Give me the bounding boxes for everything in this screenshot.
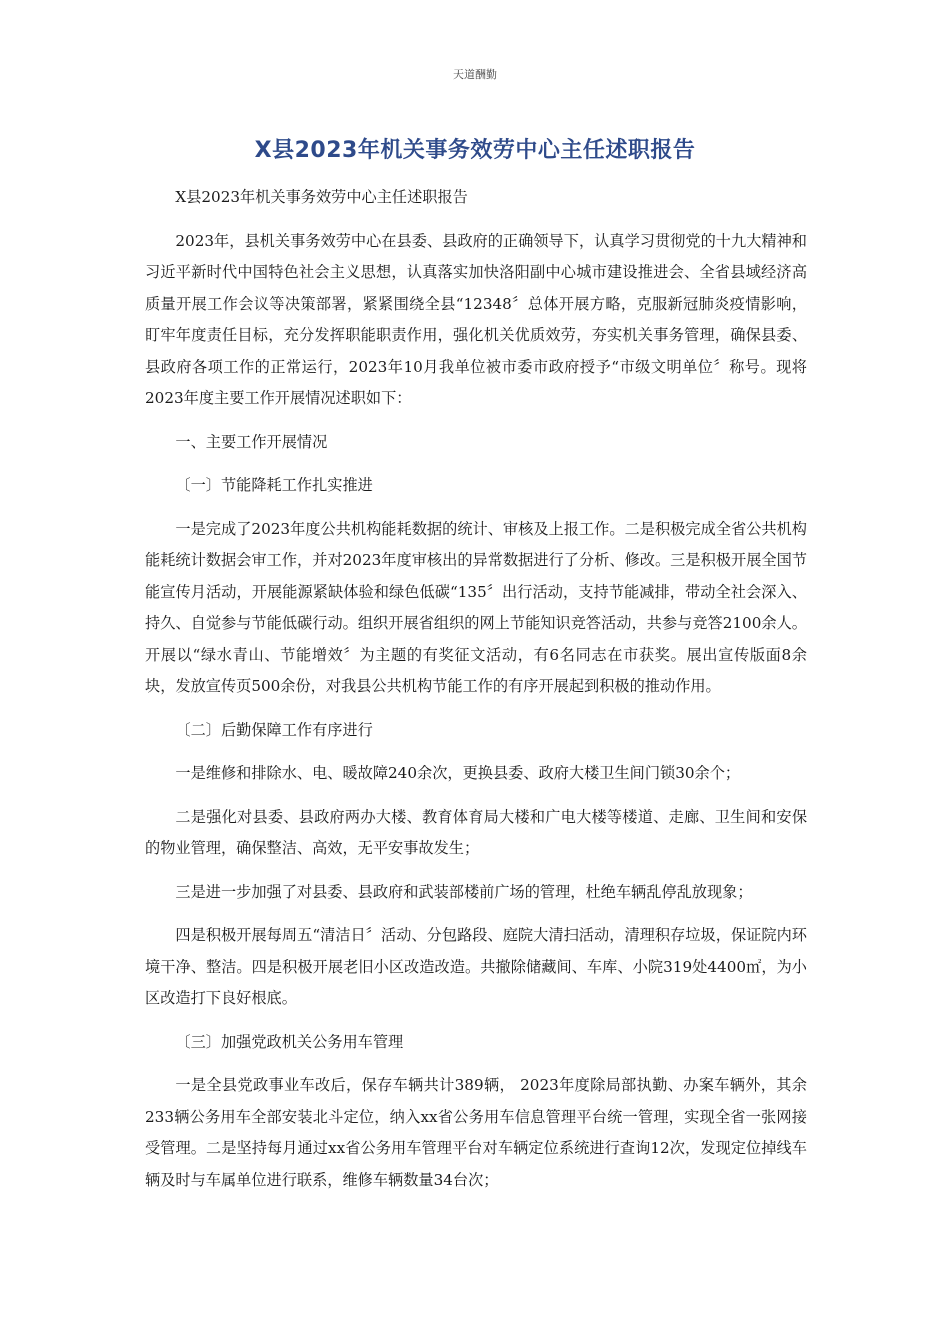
paragraph-logistics-2: 二是强化对县委、县政府两办大楼、教育体育局大楼和广电大楼等楼道、走廊、卫生间和安保的物业管理，确保整洁、高效，无平安事故发生； (145, 807, 807, 857)
paragraph-vehicles: 一是全县党政事业车改后，保存车辆共计389辆， 2023年度除局部执勤、办案车辆外，其余233辆公务用车全部安装北斗定位，纳入xx省公务用车信息管理平台统一管理，实现全省一张网接受管理。二是坚持每月通过xx省公务用车管理平台对车辆定位系统进行查询12次，发现定位掉线车辆及时与车属单位进行联系，维修车辆数量34台次； (145, 1076, 807, 1189)
paragraph-logistics-3: 三是进一步加强了对县委、县政府和武装部楼前广场的管理，杜绝车辆乱停乱放现象； (175, 882, 753, 901)
paragraph-logistics-1: 一是维修和排除水、电、暖故障240余次，更换县委、政府大楼卫生间门锁30余个； (175, 764, 741, 782)
page-header: 天道酬勤 (453, 68, 497, 81)
document-title: X县2023年机关事务效劳中心主任述职报告 (254, 138, 696, 163)
subsection-heading-1: 〔一〕节能降耗工作扎实推进 (175, 476, 373, 494)
paragraph-subtitle: X县2023年机关事务效劳中心主任述职报告 (175, 188, 468, 206)
paragraph-energy: 一是完成了2023年度公共机构能耗数据的统计、审核及上报工作。二是积极完成全省公共机构能耗统计数据会审工作，并对2023年度审核出的异常数据进行了分析、修改。三是积极开展全国节能宣传月活动，开展能源紧缺体验和绿色低碳“135〞出行活动，支持节能减排，带动全社会深入、持久、自觉参与节能低碳行动。组织开展省组织的网上节能知识竞答活动，共参与竞答2100余人。开展以“绿水青山、节能增效〞为主题的有奖征文活动，有6名同志在市获奖。展出宣传版面8余块，发放宣传页500余份，对我县公共机构节能工作的有序开展起到积极的推动作用。 (145, 519, 807, 695)
paragraph-intro: 2023年，县机关事务效劳中心在县委、县政府的正确领导下，认真学习贯彻党的十九大精神和习近平新时代中国特色社会主义思想，认真落实加快洛阳副中心城市建设推进会、全省县域经济高质量开展工作会议等决策部署，紧紧围绕全县“12348〞总体开展方略，克服新冠肺炎疫情影响，盯牢年度责任目标，充分发挥职能职责作用，强化机关优质效劳，夯实机关事务管理，确保县委、县政府各项工作的正常运行，2023年10月我单位被市委市政府授予“市级文明单位〞称号。现将2023年度主要工作开展情况述职如下： (145, 231, 807, 407)
section-heading-1: 一、主要工作开展情况 (175, 432, 328, 451)
subsection-heading-2: 〔二〕后勤保障工作有序进行 (175, 720, 373, 739)
subsection-heading-3: 〔三〕加强党政机关公务用车管理 (175, 1032, 404, 1051)
paragraph-logistics-4: 四是积极开展每周五“清洁日〞活动、分包路段、庭院大清扫活动，清理积存垃圾，保证院内环境干净、整洁。四是积极开展老旧小区改造改造。共撤除储藏间、车库、小院319处4400㎡，为小区改造打下良好根底。 (145, 926, 807, 1007)
document-body (145, 182, 807, 1208)
